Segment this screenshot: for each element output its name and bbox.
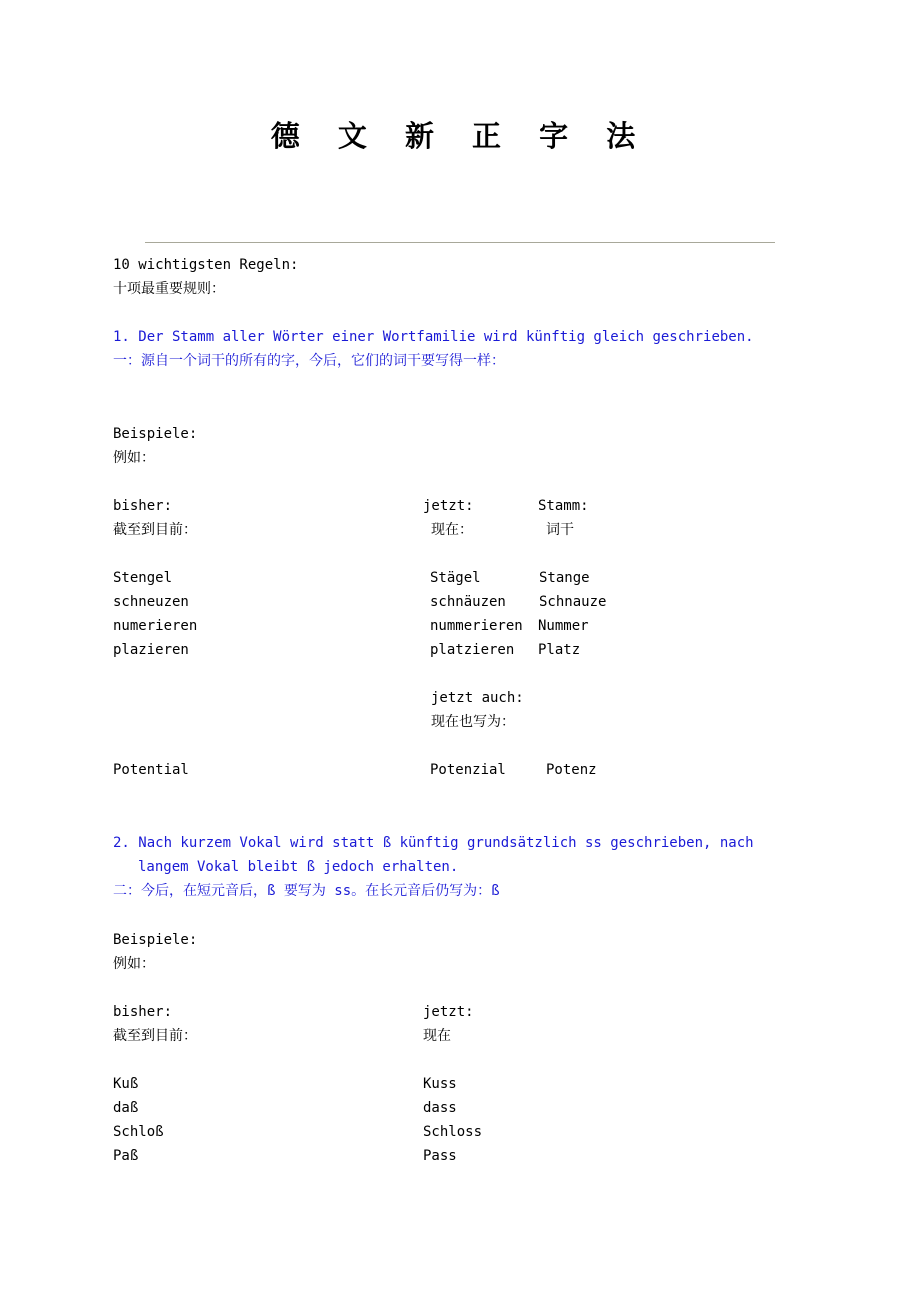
table-cell: Stägel <box>430 570 481 586</box>
table-cell: Potenz <box>546 762 597 778</box>
ex1-head-stamm: Stamm: <box>538 498 589 514</box>
ex1-also-de: jetzt auch: <box>431 690 524 706</box>
intro-heading-zh: 十项最重要规则： <box>113 281 225 297</box>
table-cell: Kuß <box>113 1076 139 1092</box>
ex1-also-zh: 现在也写为： <box>431 714 515 730</box>
ex1-head-jetzt: jetzt: <box>423 498 474 514</box>
page-title: 德 文 新 正 字 法 <box>270 119 650 153</box>
ex1-head-jetzt-zh: 现在： <box>431 522 473 538</box>
table-cell: Pass <box>423 1148 457 1164</box>
table-cell: plazieren <box>113 642 189 658</box>
table-cell: nummerieren <box>430 618 523 634</box>
table-cell: Paß <box>113 1148 139 1164</box>
rule2-text-zh: 二：今后，在短元音后，ß 要写为 ss。在长元音后仍写为：ß <box>113 883 500 899</box>
table-cell: Platz <box>538 642 581 658</box>
table-cell: Potenzial <box>430 762 506 778</box>
rule1-text-zh: 一：源自一个词干的所有的字，今后，它们的词干要写得一样： <box>113 353 505 369</box>
table-cell: schneuzen <box>113 594 189 610</box>
table-cell: Stange <box>539 570 590 586</box>
ex1-head-bisher: bisher: <box>113 498 173 514</box>
table-cell: platzieren <box>430 642 515 658</box>
rule2-text-de-line2: langem Vokal bleibt ß jedoch erhalten. <box>138 859 459 875</box>
rule1-text-de: 1. Der Stamm aller Wörter einer Wortfamilie wird künftig gleich geschrieben. <box>113 329 754 345</box>
table-cell: Nummer <box>538 618 589 634</box>
ex2-head-jetzt: jetzt: <box>423 1004 474 1020</box>
table-cell: Kuss <box>423 1076 457 1092</box>
ex2-head-bisher-zh: 截至到目前： <box>113 1028 197 1044</box>
table-cell: daß <box>113 1100 139 1116</box>
table-cell: schnäuzen <box>430 594 506 610</box>
ex1-label-zh: 例如： <box>113 450 155 466</box>
ex2-head-bisher: bisher: <box>113 1004 173 1020</box>
table-cell: dass <box>423 1100 457 1116</box>
ex2-head-jetzt-zh: 现在 <box>423 1028 451 1044</box>
table-cell: Potential <box>113 762 189 778</box>
table-cell: Stengel <box>113 570 173 586</box>
table-cell: Schloss <box>423 1124 483 1140</box>
table-cell: Schnauze <box>539 594 607 610</box>
ex2-label-zh: 例如： <box>113 956 155 972</box>
table-cell: Schloß <box>113 1124 164 1140</box>
ex1-head-bisher-zh: 截至到目前： <box>113 522 197 538</box>
ex1-label-de: Beispiele: <box>113 426 198 442</box>
ex2-label-de: Beispiele: <box>113 932 198 948</box>
table-cell: numerieren <box>113 618 198 634</box>
ex1-head-stamm-zh: 词干 <box>546 522 574 538</box>
title-divider <box>145 242 775 243</box>
intro-heading-de: 10 wichtigsten Regeln: <box>113 257 299 273</box>
rule2-text-de-line1: 2. Nach kurzem Vokal wird statt ß künftig grundsätzlich ss geschrieben, nach <box>113 835 754 851</box>
